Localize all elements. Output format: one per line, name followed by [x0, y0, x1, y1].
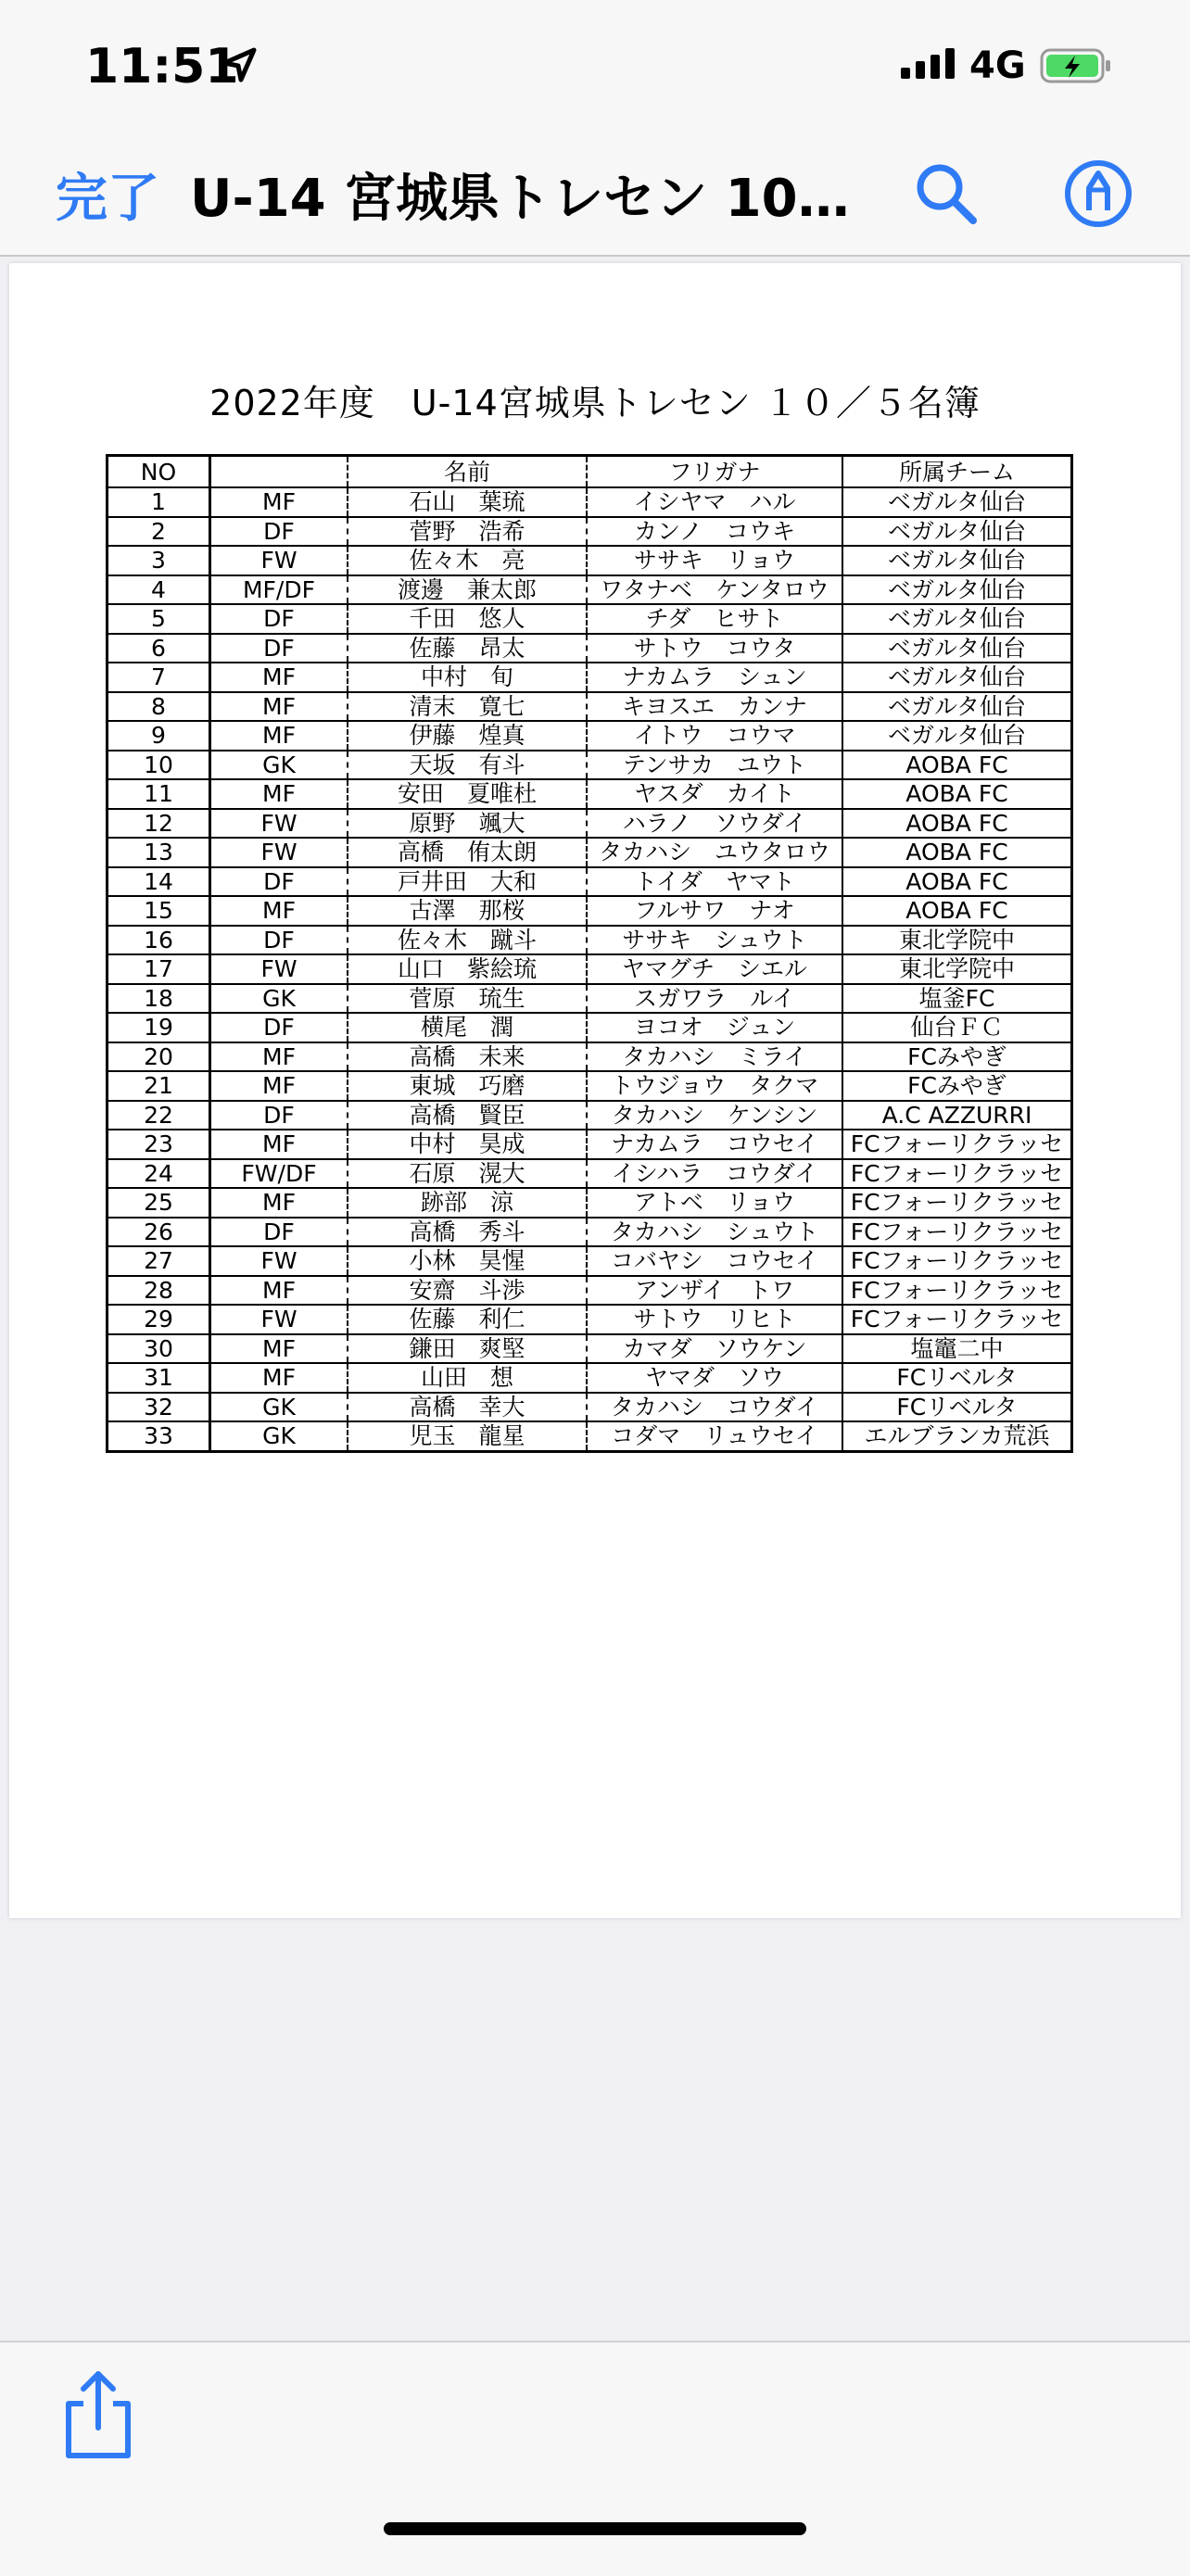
- table-row: [108, 663, 1072, 692]
- table-row: [108, 1276, 1072, 1306]
- cell-position: DF: [210, 1013, 348, 1042]
- cell-team: ベガルタ仙台: [842, 604, 1072, 634]
- cell-no: 11: [108, 779, 210, 809]
- cell-furigana: タカハシ シュウト: [587, 1218, 842, 1247]
- cell-furigana: ササキ シュウト: [587, 926, 842, 955]
- cell-position: MF: [210, 663, 348, 692]
- table-row: [108, 1130, 1072, 1159]
- cell-position: MF: [210, 1042, 348, 1072]
- cell-position: MF: [210, 692, 348, 722]
- table-row: [108, 838, 1072, 867]
- cell-position: FW: [210, 1246, 348, 1276]
- cell-no: 17: [108, 954, 210, 984]
- cell-furigana: ヤマダ ソウ: [587, 1363, 842, 1393]
- cell-name: 鎌田 爽堅: [348, 1334, 587, 1364]
- cell-name: 山口 紫絵琉: [348, 954, 587, 984]
- document-page[interactable]: [9, 263, 1181, 1918]
- cell-name: 菅野 浩希: [348, 517, 587, 547]
- cell-position: DF: [210, 1218, 348, 1247]
- table-row: [108, 1159, 1072, 1189]
- cell-team: エルブランカ荒浜: [842, 1421, 1072, 1451]
- cell-team: ベガルタ仙台: [842, 634, 1072, 663]
- cell-furigana: カンノ コウキ: [587, 517, 842, 547]
- header-team: 所属チーム: [842, 456, 1072, 488]
- table-row: [108, 1305, 1072, 1334]
- cell-team: FCフォーリクラッセ: [842, 1130, 1072, 1159]
- cell-name: 天坂 有斗: [348, 751, 587, 780]
- table-row: [108, 575, 1072, 605]
- cell-position: GK: [210, 1393, 348, 1422]
- cell-position: MF: [210, 1130, 348, 1159]
- cell-position: MF: [210, 487, 348, 517]
- cell-team: FCリベルタ: [842, 1393, 1072, 1422]
- cell-name: 高橋 秀斗: [348, 1218, 587, 1247]
- header-position: [210, 456, 348, 488]
- cell-team: FCフォーリクラッセ: [842, 1159, 1072, 1189]
- cell-team: 塩竈二中: [842, 1334, 1072, 1364]
- cell-furigana: コダマ リュウセイ: [587, 1421, 842, 1451]
- cell-furigana: アトベ リョウ: [587, 1188, 842, 1218]
- cell-position: MF: [210, 896, 348, 926]
- cell-name: 戸井田 大和: [348, 867, 587, 897]
- navigation-bar: [0, 139, 1190, 257]
- cell-position: FW: [210, 1305, 348, 1334]
- cell-name: 山田 想: [348, 1363, 587, 1393]
- cell-team: AOBA FC: [842, 809, 1072, 839]
- cell-furigana: サトウ コウタ: [587, 634, 842, 663]
- table-row: [108, 809, 1072, 839]
- cell-no: 9: [108, 721, 210, 751]
- cell-position: FW: [210, 546, 348, 575]
- cell-team: AOBA FC: [842, 896, 1072, 926]
- cell-name: 安田 夏唯杜: [348, 779, 587, 809]
- cell-position: DF: [210, 926, 348, 955]
- document-title: U-14 宮城県トレセン 10…: [190, 169, 850, 229]
- cell-no: 10: [108, 751, 210, 780]
- cell-team: AOBA FC: [842, 751, 1072, 780]
- cell-furigana: チダ ヒサト: [587, 604, 842, 634]
- battery-charging-icon: [1040, 48, 1114, 85]
- table-row: [108, 1393, 1072, 1422]
- cell-name: 石山 葉琉: [348, 487, 587, 517]
- table-row: [108, 779, 1072, 809]
- cell-position: MF/DF: [210, 575, 348, 605]
- cell-furigana: カマダ ソウケン: [587, 1334, 842, 1364]
- done-button[interactable]: 完了: [56, 169, 159, 229]
- cell-name: 佐藤 利仁: [348, 1305, 587, 1334]
- cell-name: 高橋 幸大: [348, 1393, 587, 1422]
- cell-no: 23: [108, 1130, 210, 1159]
- cell-team: ベガルタ仙台: [842, 546, 1072, 575]
- cell-position: MF: [210, 779, 348, 809]
- share-icon[interactable]: [56, 2367, 141, 2463]
- cell-position: MF: [210, 1188, 348, 1218]
- cell-position: FW: [210, 838, 348, 867]
- cell-team: FCみやぎ: [842, 1042, 1072, 1072]
- cell-position: DF: [210, 604, 348, 634]
- table-row: [108, 1071, 1072, 1101]
- cell-team: ベガルタ仙台: [842, 692, 1072, 722]
- cell-name: 高橋 侑太朗: [348, 838, 587, 867]
- cell-no: 1: [108, 487, 210, 517]
- status-time: 11:51: [85, 39, 239, 95]
- cell-no: 21: [108, 1071, 210, 1101]
- cell-furigana: フルサワ ナオ: [587, 896, 842, 926]
- cell-furigana: タカハシ ミライ: [587, 1042, 842, 1072]
- cell-name: 横尾 潤: [348, 1013, 587, 1042]
- markup-icon[interactable]: [1062, 158, 1134, 230]
- cell-team: ベガルタ仙台: [842, 487, 1072, 517]
- cell-team: AOBA FC: [842, 779, 1072, 809]
- table-row: [108, 1363, 1072, 1393]
- cell-furigana: ヤスダ カイト: [587, 779, 842, 809]
- cell-no: 33: [108, 1421, 210, 1451]
- table-row: [108, 1421, 1072, 1451]
- cell-furigana: アンザイ トワ: [587, 1276, 842, 1306]
- location-arrow-icon: [221, 46, 258, 83]
- cell-no: 3: [108, 546, 210, 575]
- cell-no: 27: [108, 1246, 210, 1276]
- cell-team: ベガルタ仙台: [842, 663, 1072, 692]
- cell-team: 塩釜FC: [842, 984, 1072, 1014]
- cell-furigana: キヨスエ カンナ: [587, 692, 842, 722]
- table-row: [108, 926, 1072, 955]
- cell-furigana: トイダ ヤマト: [587, 867, 842, 897]
- table-row: [108, 692, 1072, 722]
- cell-furigana: トウジョウ タクマ: [587, 1071, 842, 1101]
- cell-furigana: タカハシ ユウタロウ: [587, 838, 842, 867]
- table-row: [108, 1218, 1072, 1247]
- cell-furigana: イトウ コウマ: [587, 721, 842, 751]
- cell-team: FCフォーリクラッセ: [842, 1188, 1072, 1218]
- cell-furigana: ハラノ ソウダイ: [587, 809, 842, 839]
- cell-team: FCリベルタ: [842, 1363, 1072, 1393]
- table-row: [108, 984, 1072, 1014]
- cell-furigana: ササキ リョウ: [587, 546, 842, 575]
- cell-position: GK: [210, 751, 348, 780]
- cell-name: 伊藤 煌真: [348, 721, 587, 751]
- cell-name: 石原 滉大: [348, 1159, 587, 1189]
- home-indicator: [384, 2522, 806, 2535]
- table-row: [108, 867, 1072, 897]
- cell-team: FCフォーリクラッセ: [842, 1218, 1072, 1247]
- cell-no: 2: [108, 517, 210, 547]
- cell-no: 8: [108, 692, 210, 722]
- cell-position: MF: [210, 1363, 348, 1393]
- cell-name: 高橋 未来: [348, 1042, 587, 1072]
- cell-position: MF: [210, 721, 348, 751]
- cell-position: MF: [210, 1334, 348, 1364]
- table-header-row: [108, 456, 1072, 488]
- cell-name: 清末 寛七: [348, 692, 587, 722]
- table-row: [108, 954, 1072, 984]
- cell-no: 25: [108, 1188, 210, 1218]
- cell-position: FW: [210, 954, 348, 984]
- cell-position: GK: [210, 1421, 348, 1451]
- cell-position: FW/DF: [210, 1159, 348, 1189]
- cell-team: A.C AZZURRI: [842, 1101, 1072, 1130]
- cell-name: 中村 旬: [348, 663, 587, 692]
- cell-name: 児玉 龍星: [348, 1421, 587, 1451]
- cell-name: 安齋 斗渉: [348, 1276, 587, 1306]
- cell-furigana: イシハラ コウダイ: [587, 1159, 842, 1189]
- cell-name: 東城 巧磨: [348, 1071, 587, 1101]
- table-row: [108, 487, 1072, 517]
- table-row: [108, 634, 1072, 663]
- table-row: [108, 1246, 1072, 1276]
- cell-no: 26: [108, 1218, 210, 1247]
- cell-no: 13: [108, 838, 210, 867]
- cell-furigana: タカハシ コウダイ: [587, 1393, 842, 1422]
- network-type: 4G: [969, 44, 1026, 87]
- cell-team: FCフォーリクラッセ: [842, 1305, 1072, 1334]
- cell-team: AOBA FC: [842, 867, 1072, 897]
- cell-name: 小林 昊惺: [348, 1246, 587, 1276]
- table-row: [108, 1013, 1072, 1042]
- cell-no: 29: [108, 1305, 210, 1334]
- cell-no: 22: [108, 1101, 210, 1130]
- cell-no: 7: [108, 663, 210, 692]
- table-row: [108, 896, 1072, 926]
- cell-team: ベガルタ仙台: [842, 721, 1072, 751]
- cell-furigana: ナカムラ シュン: [587, 663, 842, 692]
- cell-no: 24: [108, 1159, 210, 1189]
- table-row: [108, 604, 1072, 634]
- cell-name: 原野 颯大: [348, 809, 587, 839]
- cell-name: 佐藤 昂太: [348, 634, 587, 663]
- cell-team: ベガルタ仙台: [842, 575, 1072, 605]
- table-row: [108, 1188, 1072, 1218]
- cell-name: 佐々木 蹴斗: [348, 926, 587, 955]
- cell-no: 6: [108, 634, 210, 663]
- cell-team: FCフォーリクラッセ: [842, 1246, 1072, 1276]
- header-name: 名前: [348, 456, 587, 488]
- cell-no: 20: [108, 1042, 210, 1072]
- cell-team: ベガルタ仙台: [842, 517, 1072, 547]
- cell-furigana: ヨコオ ジュン: [587, 1013, 842, 1042]
- cell-no: 12: [108, 809, 210, 839]
- cell-name: 跡部 涼: [348, 1188, 587, 1218]
- cell-name: 菅原 琉生: [348, 984, 587, 1014]
- cell-furigana: ワタナベ ケンタロウ: [587, 575, 842, 605]
- search-icon[interactable]: [910, 158, 982, 230]
- cell-team: AOBA FC: [842, 838, 1072, 867]
- cell-no: 28: [108, 1276, 210, 1306]
- cell-furigana: サトウ リヒト: [587, 1305, 842, 1334]
- cell-no: 18: [108, 984, 210, 1014]
- cell-furigana: テンサカ ユウト: [587, 751, 842, 780]
- table-row: [108, 517, 1072, 547]
- cell-no: 14: [108, 867, 210, 897]
- cellular-signal-icon: [901, 48, 955, 79]
- cell-furigana: タカハシ ケンシン: [587, 1101, 842, 1130]
- roster-title: 2022年度 U-14宮城県トレセン １０／５名簿: [209, 383, 981, 423]
- cell-team: 東北学院中: [842, 954, 1072, 984]
- table-row: [108, 751, 1072, 780]
- cell-position: DF: [210, 867, 348, 897]
- cell-furigana: ヤマグチ シエル: [587, 954, 842, 984]
- cell-no: 19: [108, 1013, 210, 1042]
- cell-no: 30: [108, 1334, 210, 1364]
- table-row: [108, 546, 1072, 575]
- header-no: NO: [108, 456, 210, 488]
- table-row: [108, 1101, 1072, 1130]
- cell-no: 15: [108, 896, 210, 926]
- cell-name: 佐々木 亮: [348, 546, 587, 575]
- cell-team: 仙台ＦＣ: [842, 1013, 1072, 1042]
- cell-position: FW: [210, 809, 348, 839]
- cell-position: MF: [210, 1276, 348, 1306]
- roster-table: [106, 454, 1073, 1453]
- cell-name: 千田 悠人: [348, 604, 587, 634]
- cell-name: 高橋 賢臣: [348, 1101, 587, 1130]
- cell-name: 古澤 那桜: [348, 896, 587, 926]
- cell-furigana: イシヤマ ハル: [587, 487, 842, 517]
- cell-no: 16: [108, 926, 210, 955]
- cell-team: FCみやぎ: [842, 1071, 1072, 1101]
- cell-furigana: ナカムラ コウセイ: [587, 1130, 842, 1159]
- cell-position: DF: [210, 634, 348, 663]
- table-row: [108, 1042, 1072, 1072]
- table-row: [108, 1334, 1072, 1364]
- table-row: [108, 721, 1072, 751]
- cell-no: 32: [108, 1393, 210, 1422]
- cell-furigana: スガワラ ルイ: [587, 984, 842, 1014]
- cell-position: MF: [210, 1071, 348, 1101]
- bottom-toolbar: [0, 2341, 1190, 2576]
- cell-no: 5: [108, 604, 210, 634]
- cell-team: FCフォーリクラッセ: [842, 1276, 1072, 1306]
- header-furigana: フリガナ: [587, 456, 842, 488]
- cell-position: DF: [210, 1101, 348, 1130]
- cell-no: 4: [108, 575, 210, 605]
- cell-team: 東北学院中: [842, 926, 1072, 955]
- cell-position: GK: [210, 984, 348, 1014]
- cell-position: DF: [210, 517, 348, 547]
- status-bar: [0, 0, 1190, 139]
- cell-name: 中村 昊成: [348, 1130, 587, 1159]
- cell-no: 31: [108, 1363, 210, 1393]
- cell-name: 渡邊 兼太郎: [348, 575, 587, 605]
- cell-furigana: コバヤシ コウセイ: [587, 1246, 842, 1276]
